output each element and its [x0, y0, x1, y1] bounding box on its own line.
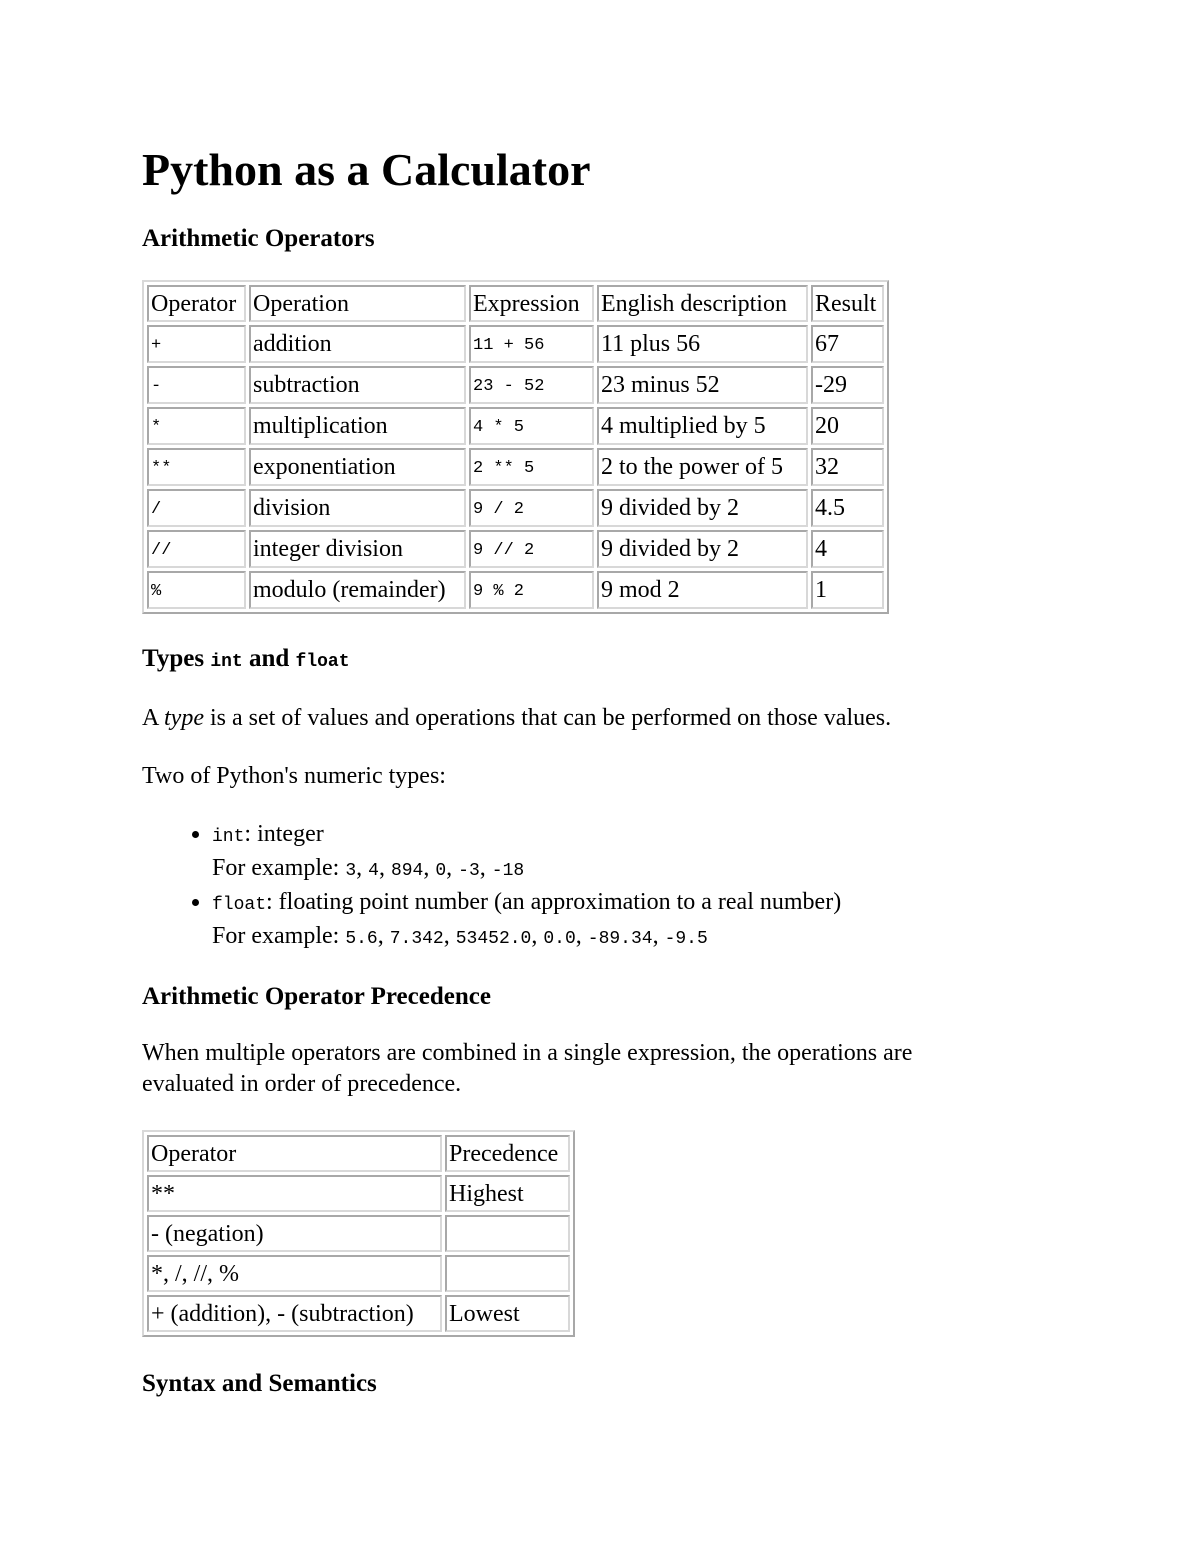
operator-code: *	[151, 418, 162, 437]
types-intro: Two of Python's numeric types:	[142, 763, 446, 789]
precedence-text: When multiple operators are combined in a single expression, the operations are evaluated in order of precedence.	[142, 1040, 913, 1097]
precedence-table	[142, 1130, 575, 1337]
precedence-operator-cell: **	[147, 1175, 442, 1212]
types-heading-and: and	[242, 645, 296, 672]
result-cell: 4	[811, 530, 884, 568]
types-heading-prefix: Types	[142, 645, 211, 672]
precedence-level-cell: Lowest	[445, 1295, 570, 1332]
float-code: float	[295, 652, 350, 672]
header-cell: Operator	[147, 285, 246, 322]
expression-cell	[469, 530, 594, 568]
operator-code: -	[151, 377, 162, 396]
table-row	[147, 366, 884, 404]
example-value: -18	[491, 861, 525, 881]
example-value: -89.34	[587, 929, 653, 949]
header-cell: Result	[811, 285, 884, 322]
table-header-row	[147, 285, 884, 322]
example-value: -9.5	[664, 929, 708, 949]
precedence-heading: Arithmetic Operator Precedence	[142, 983, 491, 1010]
table-row	[147, 1295, 570, 1332]
expression-code: 4 * 5	[473, 418, 525, 437]
page-title: Python as a Calculator	[142, 144, 591, 195]
operator-code: **	[151, 459, 172, 478]
expression-cell	[469, 366, 594, 404]
operation-cell: subtraction	[249, 366, 466, 404]
expression-code: 23 - 52	[473, 377, 545, 396]
arithmetic-operators-table	[142, 280, 889, 614]
document-page	[142, 140, 1042, 1399]
list-item: • float: floating point number (an approximation to a real number) For example: 5.6, 7.342, 53452.0, 0.0, -89.34, -9.5	[212, 887, 1042, 955]
definition-rest: is a set of values and operations that can be performed on those values.	[204, 705, 892, 731]
operation-cell: division	[249, 489, 466, 527]
list-item: • int: integer For example: 3, 4, 894, 0, -3, -18	[212, 819, 1042, 887]
table-row	[147, 448, 884, 486]
definition-type-term: type	[164, 705, 204, 731]
precedence-level-cell	[445, 1255, 570, 1292]
precedence-operator-cell: + (addition), - (subtraction)	[147, 1295, 442, 1332]
operation-cell: integer division	[249, 530, 466, 568]
english-cell: 9 divided by 2	[597, 530, 808, 568]
precedence-level-cell: Highest	[445, 1175, 570, 1212]
operation-cell: exponentiation	[249, 448, 466, 486]
header-cell: Precedence	[445, 1135, 570, 1172]
result-cell: 20	[811, 407, 884, 445]
header-cell: English description	[597, 285, 808, 322]
operator-cell	[147, 325, 246, 363]
operation-cell: multiplication	[249, 407, 466, 445]
expression-cell	[469, 448, 594, 486]
expression-cell	[469, 325, 594, 363]
result-cell: 67	[811, 325, 884, 363]
operator-cell	[147, 366, 246, 404]
expression-code: 9 // 2	[473, 541, 535, 560]
result-cell: -29	[811, 366, 884, 404]
int-type-desc: : integer	[244, 821, 324, 847]
result-cell: 1	[811, 571, 884, 609]
operator-cell	[147, 530, 246, 568]
english-cell: 2 to the power of 5	[597, 448, 808, 486]
expression-code: 9 / 2	[473, 500, 525, 519]
expression-cell	[469, 407, 594, 445]
precedence-operator-cell: - (negation)	[147, 1215, 442, 1252]
syntax-semantics-heading: Syntax and Semantics	[142, 1370, 377, 1397]
operator-code: +	[151, 336, 162, 355]
int-code: int	[210, 652, 243, 672]
example-value: 5.6	[345, 929, 378, 949]
table-row	[147, 1175, 570, 1212]
example-value: 53452.0	[455, 929, 532, 949]
header-cell: Operator	[147, 1135, 442, 1172]
expression-code: 9 % 2	[473, 582, 525, 601]
example-value: 4	[368, 861, 379, 881]
example-value: 0.0	[543, 929, 576, 949]
english-cell: 9 mod 2	[597, 571, 808, 609]
table-row	[147, 489, 884, 527]
operation-cell: modulo (remainder)	[249, 571, 466, 609]
definition-a: A	[142, 705, 165, 731]
operator-cell	[147, 489, 246, 527]
float-type-desc: : floating point number (an approximation to a real number)	[266, 889, 842, 915]
operator-code: %	[151, 582, 162, 601]
expression-code: 2 ** 5	[473, 459, 535, 478]
numeric-types-list	[142, 819, 1042, 955]
table-row	[147, 407, 884, 445]
expression-cell	[469, 489, 594, 527]
result-cell: 32	[811, 448, 884, 486]
operator-code: //	[151, 541, 172, 560]
example-value: 7.342	[389, 929, 444, 949]
table-header-row	[147, 1135, 570, 1172]
operator-cell	[147, 571, 246, 609]
operator-code: /	[151, 500, 162, 519]
english-cell: 11 plus 56	[597, 325, 808, 363]
int-type-code: int	[212, 827, 245, 847]
english-cell: 4 multiplied by 5	[597, 407, 808, 445]
example-value: -3	[458, 861, 480, 881]
precedence-operator-cell: *, /, //, %	[147, 1255, 442, 1292]
table-row	[147, 325, 884, 363]
result-cell: 4.5	[811, 489, 884, 527]
expression-code: 11 + 56	[473, 336, 545, 355]
table-row	[147, 1215, 570, 1252]
example-value: 0	[435, 861, 447, 881]
example-value: 894	[390, 861, 424, 881]
arithmetic-operators-heading: Arithmetic Operators	[142, 225, 375, 252]
expression-cell	[469, 571, 594, 609]
table-row	[147, 1255, 570, 1292]
type-definition	[142, 703, 1042, 734]
float-type-code: float	[212, 895, 267, 915]
header-cell: Expression	[469, 285, 594, 322]
table-row	[147, 530, 884, 568]
english-cell: 23 minus 52	[597, 366, 808, 404]
english-cell: 9 divided by 2	[597, 489, 808, 527]
types-heading	[142, 644, 1042, 677]
operation-cell: addition	[249, 325, 466, 363]
operator-cell	[147, 448, 246, 486]
header-cell: Operation	[249, 285, 466, 322]
precedence-level-cell	[445, 1215, 570, 1252]
example-label: For example:	[212, 923, 346, 949]
table-row	[147, 571, 884, 609]
operator-cell	[147, 407, 246, 445]
example-value: 3	[345, 861, 357, 881]
example-label: For example:	[212, 855, 346, 881]
